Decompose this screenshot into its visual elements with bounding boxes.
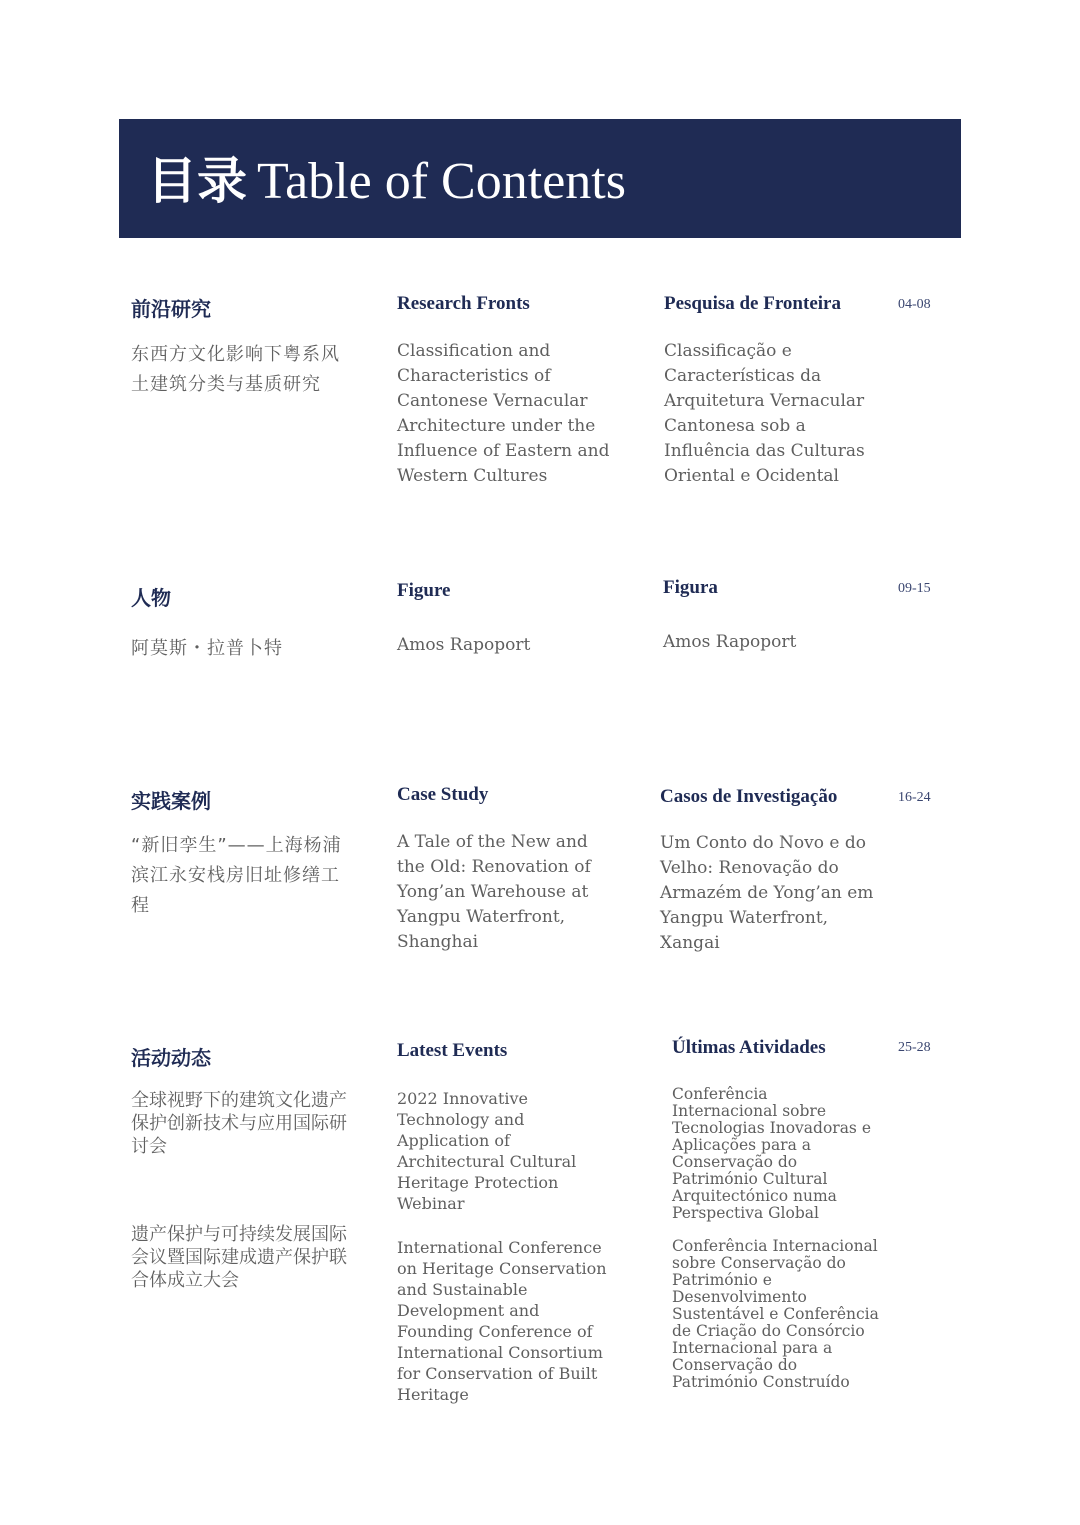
- event-1-title-zh: 全球视野下的建筑文化遗产保护创新技术与应用国际研讨会: [131, 1090, 347, 1157]
- entry-title-en: Amos Rapoport: [397, 635, 531, 655]
- section-heading-zh: 活动动态: [131, 1046, 211, 1070]
- entry-title-pt: Classificação e Características da Arquitetura Vernacular Cantonesa sob a Influência das Culturas Oriental e Ocidental: [664, 341, 865, 486]
- event-2-title-pt: Conferência Internacional sobre Conservação do Património e Desenvolvimento Sustentável e Conferência de Criação do Consórcio Internacional para a Conservação do Património Construído: [672, 1237, 879, 1391]
- section-heading-pt: Casos de Investigação: [660, 786, 838, 807]
- page-title: [147, 141, 626, 213]
- entry-title-en: Classification and Characteristics of Cantonese Vernacular Architecture under the Influence of Eastern and Western Cultures: [397, 341, 610, 486]
- entry-title-pt: Um Conto do Novo e do Velho: Renovação do Armazém de Yong’an em Yangpu Waterfront, Xangai: [660, 833, 874, 953]
- title-banner: [119, 119, 961, 238]
- section-heading-en: Research Fronts: [397, 293, 530, 314]
- entry-title-zh: 阿莫斯・拉普卜特: [131, 638, 283, 659]
- entry-title-zh: “新旧孪生”——上海杨浦滨江永安栈房旧址修缮工程: [131, 835, 342, 916]
- page-range: 04-08: [898, 297, 931, 312]
- page-title-en: Table of Contents: [257, 153, 626, 210]
- page-range: 25-28: [898, 1040, 931, 1055]
- section-heading-en: Case Study: [397, 784, 489, 805]
- page-range: 16-24: [898, 790, 931, 805]
- section-heading-zh: 人物: [131, 586, 171, 610]
- entry-title-zh: 东西方文化影响下粤系风土建筑分类与基质研究: [131, 344, 340, 395]
- section-heading-pt: Últimas Atividades: [672, 1037, 826, 1058]
- section-heading-en: Latest Events: [397, 1040, 508, 1061]
- section-heading-zh: 实践案例: [131, 789, 211, 813]
- section-heading-pt: Figura: [663, 577, 718, 598]
- event-2-title-zh: 遗产保护与可持续发展国际会议暨国际建成遗产保护联合体成立大会: [131, 1224, 347, 1291]
- event-1-title-en: 2022 Innovative Technology and Application of Architectural Cultural Heritage Protection Webinar: [397, 1089, 577, 1213]
- entry-title-pt: Amos Rapoport: [663, 632, 797, 652]
- section-heading-zh: 前沿研究: [131, 297, 211, 321]
- event-2-title-en: International Conference on Heritage Conservation and Sustainable Development and Founding Conference of International Consortium for Conservation of Built Heritage: [397, 1238, 607, 1404]
- event-1-title-pt: Conferência Internacional sobre Tecnologias Inovadoras e Aplicações para a Conservação do Património Cultural Arquitectónico numa Perspectiva Global: [672, 1085, 871, 1222]
- section-heading-pt: Pesquisa de Fronteira: [664, 293, 841, 314]
- entry-title-en: A Tale of the New and the Old: Renovation of Yong’an Warehouse at Yangpu Waterfront, Shanghai: [397, 832, 591, 952]
- page-title-zh: 目录: [147, 152, 247, 210]
- section-heading-en: Figure: [397, 580, 451, 601]
- page-range: 09-15: [898, 581, 931, 596]
